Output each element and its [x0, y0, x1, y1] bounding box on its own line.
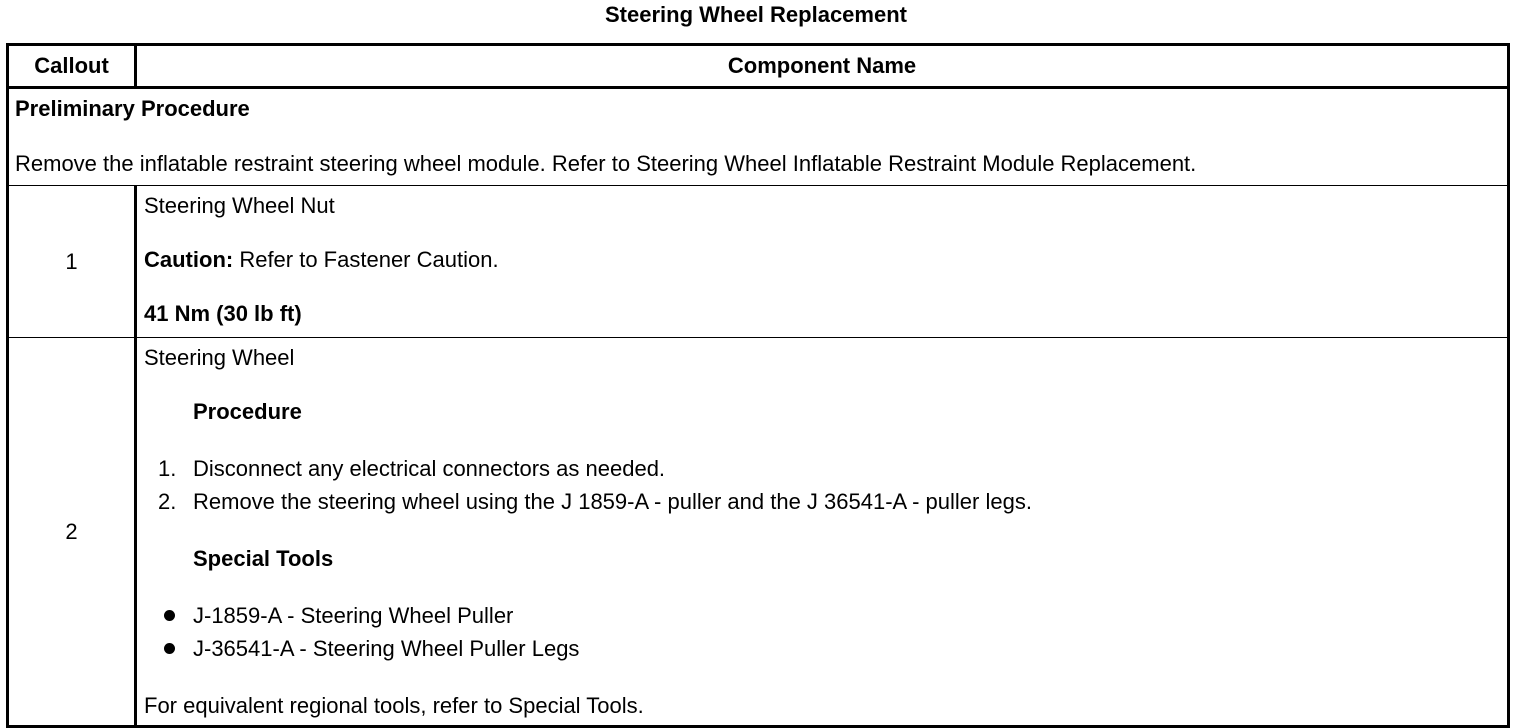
table-header-row — [8, 45, 1509, 88]
procedure-heading: Procedure — [193, 399, 302, 424]
torque-spec: 41 Nm (30 lb ft) — [144, 301, 302, 326]
preliminary-cell — [8, 88, 1509, 186]
special-tools-heading: Special Tools — [193, 546, 334, 571]
preliminary-heading: Preliminary Procedure — [15, 96, 250, 121]
component-name: Steering Wheel — [144, 345, 295, 370]
list-item — [144, 485, 1501, 518]
header-callout: Callout — [8, 45, 136, 88]
tool-text: J-36541-A - Steering Wheel Puller Legs — [193, 636, 580, 661]
step-text: Disconnect any electrical connectors as needed. — [193, 456, 666, 481]
step-number: 1. — [158, 456, 177, 481]
header-component-name: Component Name — [136, 45, 1509, 88]
component-cell — [136, 186, 1509, 338]
preliminary-text: Remove the inflatable restraint steering wheel module. Refer to Steering Wheel Inflatable Restraint Module Replacement. — [15, 151, 1197, 176]
caution-label: Caution: — [144, 247, 234, 272]
component-cell — [136, 338, 1509, 727]
step-number: 2. — [158, 489, 177, 514]
special-tools-list — [144, 599, 1501, 665]
table-row — [8, 338, 1509, 727]
list-item — [144, 599, 1501, 632]
callout-cell: 2 — [8, 338, 136, 727]
caution-text: Refer to Fastener Caution. — [233, 247, 499, 272]
bullet-icon — [164, 610, 175, 621]
procedure-table — [6, 43, 1510, 728]
component-name: Steering Wheel Nut — [144, 193, 335, 218]
regional-tools-note: For equivalent regional tools, refer to Special Tools. — [144, 693, 644, 718]
callout-cell: 1 — [8, 186, 136, 338]
procedure-steps — [144, 452, 1501, 518]
list-item — [144, 632, 1501, 665]
caution-line — [144, 246, 1501, 273]
step-text: Remove the steering wheel using the J 1859-A - puller and the J 36541-A - puller legs. — [193, 489, 1032, 514]
tool-text: J-1859-A - Steering Wheel Puller — [193, 603, 514, 628]
table-row — [8, 186, 1509, 338]
document-title: Steering Wheel Replacement — [605, 2, 907, 27]
bullet-icon — [164, 643, 175, 654]
preliminary-row — [8, 88, 1509, 186]
list-item — [144, 452, 1501, 485]
